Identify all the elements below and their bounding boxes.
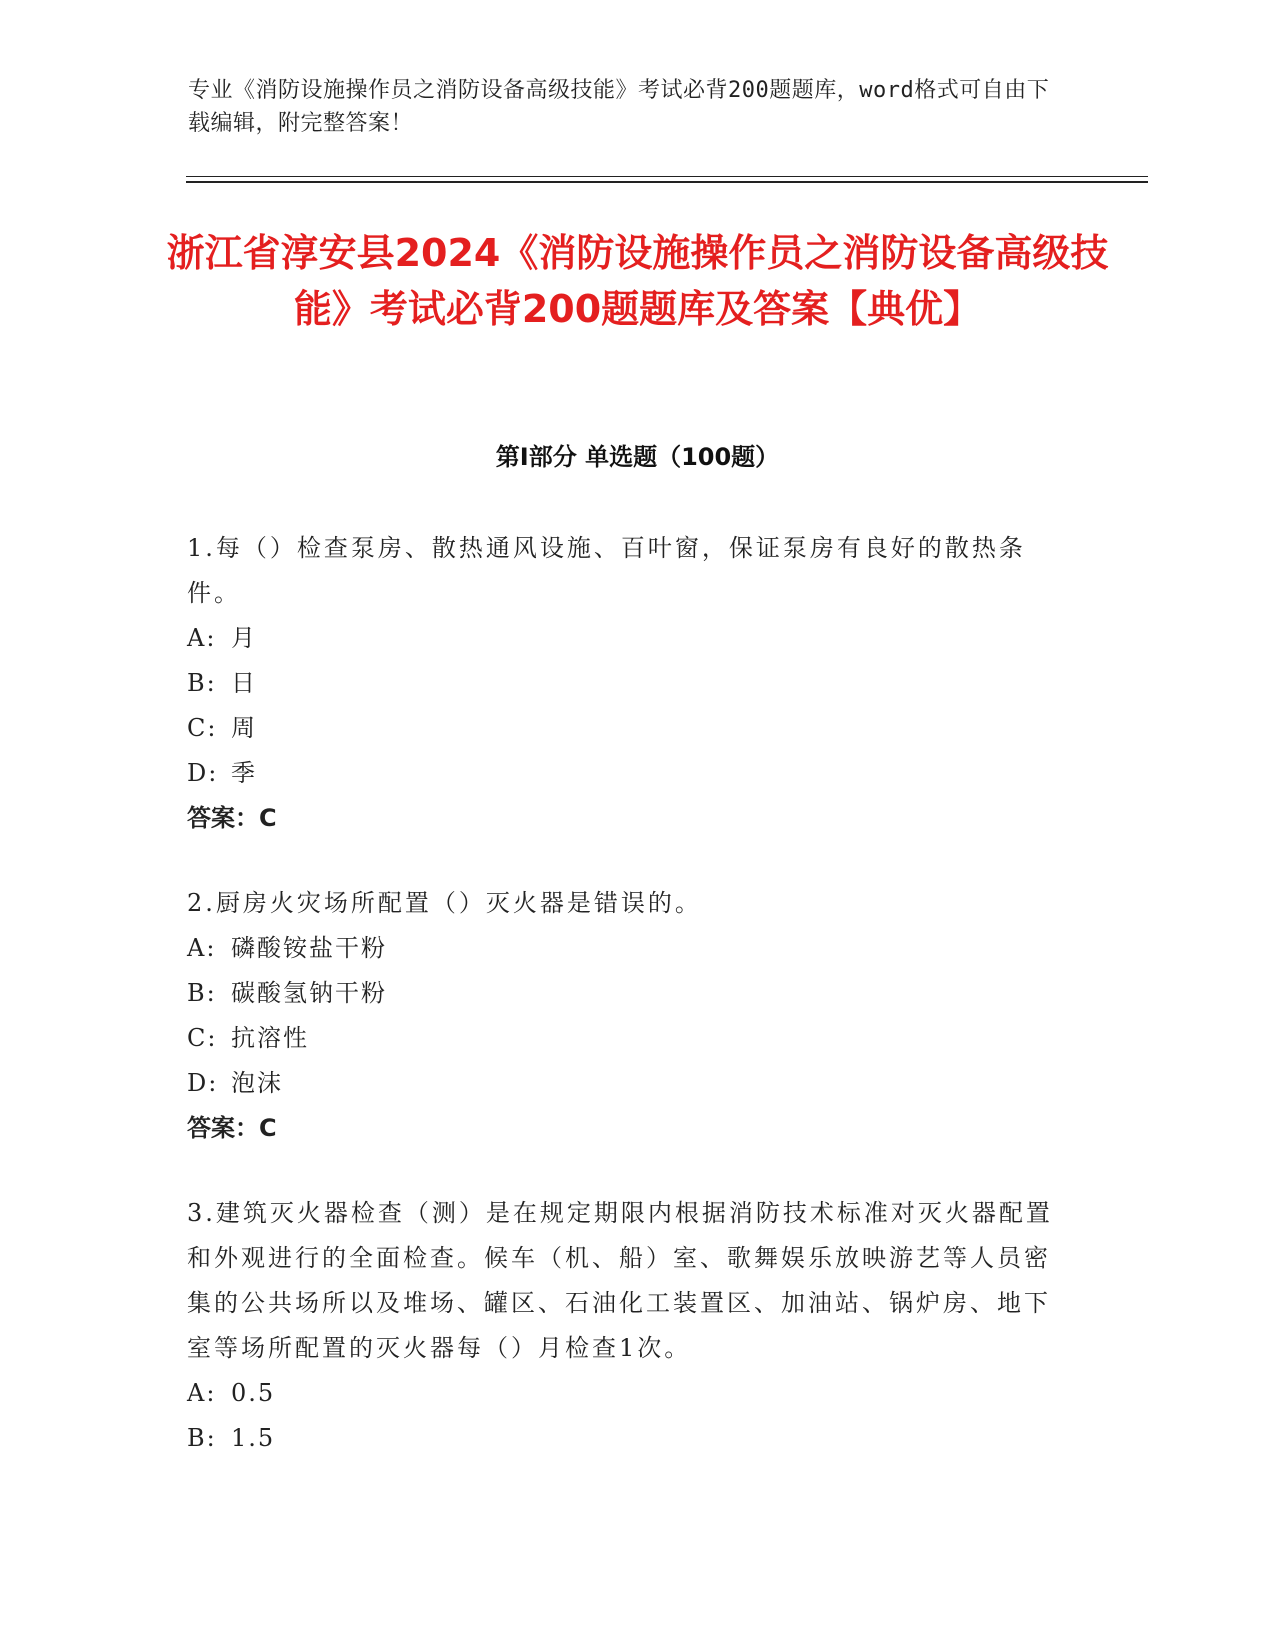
question-item [187, 1191, 1067, 1461]
option-key: A: [187, 1379, 217, 1407]
option-key: A: [187, 624, 217, 652]
option-text: 泡沫 [231, 1069, 283, 1097]
option-d [187, 751, 1067, 796]
option-key: A: [187, 934, 217, 962]
document-title: 浙江省淳安县2024《消防设施操作员之消防设备高级技能》考试必背200题题库及答案【典优】 [166, 231, 1109, 331]
question-item [187, 526, 1067, 841]
header-divider-thick [186, 181, 1148, 183]
option-text: 磷酸铵盐干粉 [231, 934, 387, 962]
option-text: 日 [231, 669, 257, 697]
option-b [187, 1416, 1067, 1461]
option-key: C: [187, 714, 218, 742]
option-key: C: [187, 1024, 218, 1052]
option-text: 月 [231, 624, 257, 652]
option-key: D: [187, 1069, 219, 1097]
option-key: D: [187, 759, 219, 787]
question-item [187, 881, 1067, 1151]
option-a [187, 926, 1067, 971]
option-key: B: [187, 669, 217, 697]
option-key: B: [187, 1424, 217, 1452]
answer-line: 答案：C [187, 1114, 277, 1142]
question-text: 1.每（）检查泵房、散热通风设施、百叶窗，保证泵房有良好的散热条件。 [187, 534, 1026, 607]
option-key: B: [187, 979, 217, 1007]
option-text: 碳酸氢钠干粉 [231, 979, 387, 1007]
option-text: 周 [231, 714, 257, 742]
option-c [187, 1016, 1067, 1061]
option-b [187, 971, 1067, 1016]
section-heading: 第I部分 单选题（100题） [495, 443, 780, 471]
option-d [187, 1061, 1067, 1106]
option-c [187, 706, 1067, 751]
option-text: 0.5 [231, 1379, 276, 1407]
answer-line: 答案：C [187, 804, 277, 832]
option-text: 抗溶性 [231, 1024, 309, 1052]
header-divider-thin [186, 176, 1148, 177]
question-text: 3.建筑灭火器检查（测）是在规定期限内根据消防技术标准对灭火器配置和外观进行的全面检查。候车（机、船）室、歌舞娱乐放映游艺等人员密集的公共场所以及堆场、罐区、石油化工装置区、加油站、锅炉房、地下室等场所配置的灭火器每（）月检查1次。 [187, 1199, 1053, 1362]
header-note: 专业《消防设施操作员之消防设备高级技能》考试必背200题题库，word格式可自由下载编辑，附完整答案！ [188, 78, 1050, 136]
option-a [187, 1371, 1067, 1416]
option-text: 季 [231, 759, 257, 787]
question-list [187, 526, 1067, 1501]
option-text: 1.5 [231, 1424, 276, 1452]
question-text: 2.厨房火灾场所配置（）灭火器是错误的。 [187, 889, 702, 917]
option-b [187, 661, 1067, 706]
option-a [187, 616, 1067, 661]
